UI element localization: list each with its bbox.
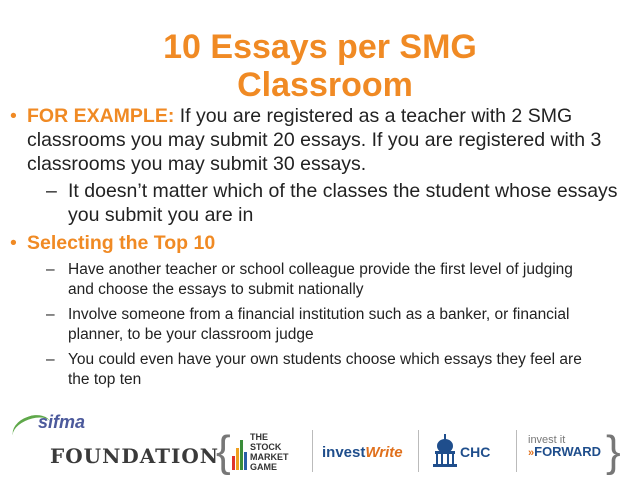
sub-bullet-text: You could even have your own students choose which essays they feel are the top ten bbox=[68, 351, 582, 388]
title-line-1: 10 Essays per SMG bbox=[163, 28, 477, 66]
smg-word: STOCK bbox=[250, 442, 282, 452]
smg-word: THE bbox=[250, 432, 268, 442]
sub-bullet bbox=[0, 305, 588, 345]
brace-left-icon: { bbox=[216, 427, 231, 476]
title-line-2: Classroom bbox=[237, 66, 413, 104]
investwrite-b: Write bbox=[365, 444, 403, 461]
dash-icon: – bbox=[46, 306, 55, 323]
sub-bullet bbox=[0, 260, 588, 300]
dash-icon: – bbox=[46, 261, 55, 278]
sub-bullet-text: Have another teacher or school colleague provide the first level of judging and choose the essays to submit nationally bbox=[68, 261, 573, 298]
bullet-example bbox=[0, 104, 620, 176]
bullet-text: If you are registered as a teacher with 2 SMG classrooms you may submit 20 essays. If you are registered with 3 classrooms you may submit 30 essays. bbox=[27, 105, 602, 175]
divider bbox=[312, 430, 313, 472]
foundation-logo: FOUNDATION bbox=[50, 444, 220, 468]
bar-graph-icon bbox=[232, 438, 248, 470]
slide-content bbox=[0, 104, 620, 390]
chc-logo: CHC bbox=[460, 444, 491, 460]
smg-word: MARKET bbox=[250, 452, 289, 462]
dash-icon: – bbox=[46, 351, 55, 368]
slide-title bbox=[60, 28, 580, 104]
ifwd-b: FORWARD bbox=[534, 444, 602, 459]
bullet-selecting bbox=[0, 231, 620, 255]
investwrite-a: invest bbox=[322, 444, 366, 461]
sifma-logo: sifma bbox=[38, 412, 86, 432]
ifwd-a: invest it bbox=[528, 434, 566, 446]
sub-bullet-text: Involve someone from a financial institution such as a banker, or financial planner, to be your classroom judge bbox=[68, 306, 570, 343]
forward-arrow-icon: » bbox=[528, 447, 535, 459]
sub-bullet bbox=[0, 179, 620, 227]
capitol-icon bbox=[432, 434, 458, 468]
sub-bullet bbox=[0, 350, 588, 390]
investwrite-logo bbox=[322, 444, 403, 461]
brace-right-icon: } bbox=[606, 427, 621, 476]
bullet-dot-icon: • bbox=[10, 105, 17, 127]
bullet-dot-icon: • bbox=[10, 232, 17, 254]
divider bbox=[418, 430, 419, 472]
bullet-lead: Selecting the Top 10 bbox=[27, 232, 216, 254]
invest-it-forward-logo bbox=[528, 434, 601, 459]
bullet-lead: FOR EXAMPLE: bbox=[27, 105, 175, 127]
divider bbox=[516, 430, 517, 472]
sub-bullet-text: It doesn’t matter which of the classes the student whose essays you submit you are in bbox=[68, 180, 618, 226]
dash-icon: – bbox=[46, 180, 57, 202]
footer-logos bbox=[0, 404, 638, 479]
smg-word: GAME bbox=[250, 462, 277, 472]
stock-market-game-logo bbox=[232, 432, 302, 472]
